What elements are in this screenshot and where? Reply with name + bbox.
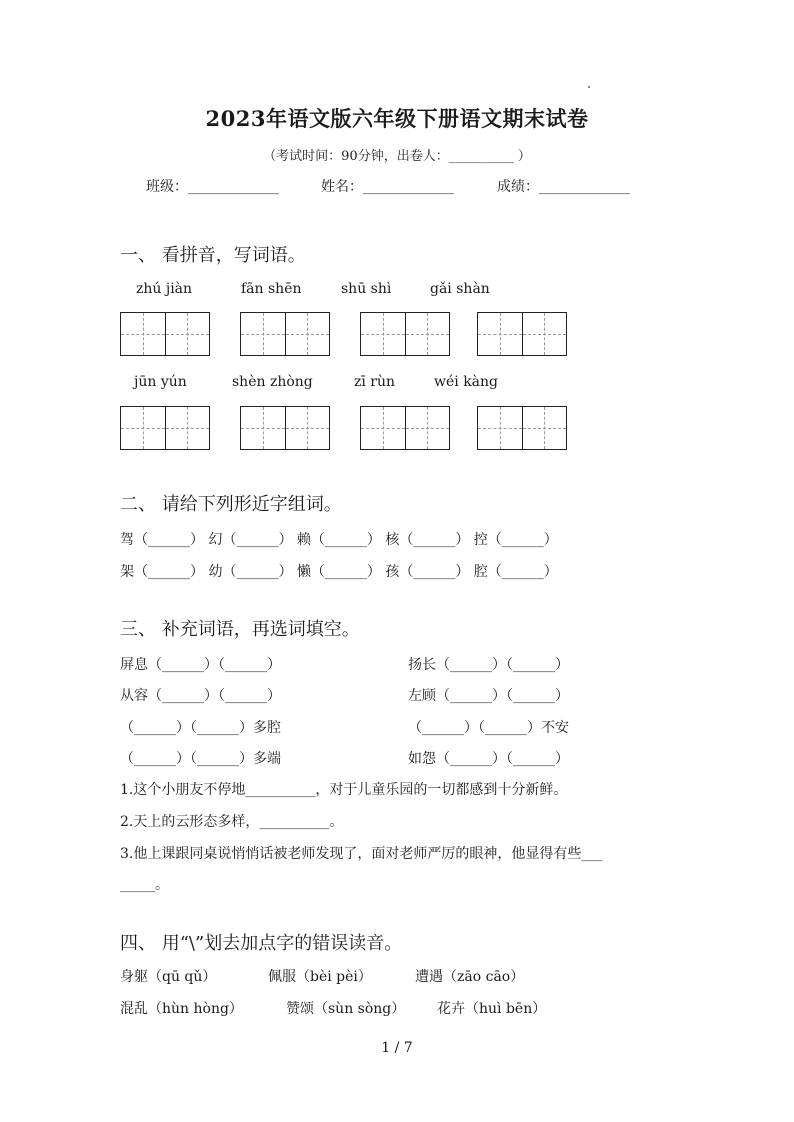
fill-sentence-3-cont[interactable]: _____。 xyxy=(120,877,169,893)
idiom-left-1[interactable]: 屏息（______）（______） xyxy=(120,657,281,673)
section2-heading: 二、 请给下列形近字组词。 xyxy=(120,494,342,515)
pinyin-8: wéi kàng xyxy=(434,374,499,390)
score-field: 成绩：_____________ xyxy=(497,179,630,195)
section1-heading: 一、 看拼音，写词语。 xyxy=(120,245,306,266)
writing-grid-6[interactable] xyxy=(240,406,330,450)
pronunciation-item-2[interactable]: 佩服（bèi pèi） xyxy=(268,969,372,985)
pinyin-1: zhú jiàn xyxy=(136,281,193,297)
idiom-left-4[interactable]: （______）（______）多端 xyxy=(120,751,281,767)
pronunciation-item-6[interactable]: 花卉（huì bēn） xyxy=(437,1001,547,1017)
writing-grid-2[interactable] xyxy=(240,312,330,356)
fill-sentence-2[interactable]: 2.天上的云形态多样，__________。 xyxy=(120,814,344,830)
page-number: 1 / 7 xyxy=(381,1040,413,1056)
word-group-row-1[interactable]: 驾（______） 幻（______） 赖（______） 核（______） 控（______） xyxy=(120,532,558,548)
pinyin-5: jūn yún xyxy=(134,374,187,390)
writing-grid-4[interactable] xyxy=(477,312,567,356)
idiom-right-4[interactable]: 如怨（______）（______） xyxy=(408,751,569,767)
writing-grid-3[interactable] xyxy=(360,312,450,356)
page-title: 2023年语文版六年级下册语文期末试卷 xyxy=(205,106,589,131)
section3-heading: 三、 补充词语，再选词填空。 xyxy=(120,619,360,640)
pinyin-2: fān shēn xyxy=(241,281,302,297)
idiom-right-1[interactable]: 扬长（______）（______） xyxy=(408,657,569,673)
pinyin-6: shèn zhòng xyxy=(232,374,313,390)
section4-heading: 四、 用“\”划去加点字的错误读音。 xyxy=(120,933,403,954)
idiom-left-2[interactable]: 从容（______）（______） xyxy=(120,688,281,704)
name-field: 姓名：_____________ xyxy=(321,179,454,195)
pronunciation-item-3[interactable]: 遭遇（zāo cāo） xyxy=(415,969,525,985)
idiom-right-3[interactable]: （______）（______）不安 xyxy=(408,720,569,736)
pronunciation-item-5[interactable]: 赞颂（sùn sòng） xyxy=(286,1001,406,1017)
pinyin-3: shū shì xyxy=(341,281,392,297)
writing-grid-7[interactable] xyxy=(360,406,450,450)
pinyin-7: zī rùn xyxy=(354,374,396,390)
writing-grid-5[interactable] xyxy=(120,406,210,450)
exam-subtitle: （考试时间：90分钟，出卷人：__________ ） xyxy=(263,149,531,164)
class-field: 班级：_____________ xyxy=(146,179,279,195)
writing-grid-8[interactable] xyxy=(477,406,567,450)
word-group-row-2[interactable]: 架（______） 幼（______） 懒（______） 孩（______） 腔（______） xyxy=(120,564,558,580)
fill-sentence-3[interactable]: 3.他上课跟同桌说悄悄话被老师发现了，面对老师严厉的眼神，他显得有些___ xyxy=(120,846,603,862)
fill-sentence-1[interactable]: 1.这个小朋友不停地__________，对于儿童乐园的一切都感到十分新鲜。 xyxy=(120,782,568,798)
pinyin-4: gǎi shàn xyxy=(430,281,490,297)
stray-dot xyxy=(588,86,590,88)
idiom-right-2[interactable]: 左顾（______）（______） xyxy=(408,688,569,704)
pronunciation-item-1[interactable]: 身躯（qū qǔ） xyxy=(120,969,217,985)
writing-grid-1[interactable] xyxy=(120,312,210,356)
pronunciation-item-4[interactable]: 混乱（hùn hòng） xyxy=(120,1001,243,1017)
idiom-left-3[interactable]: （______）（______）多腔 xyxy=(120,720,281,736)
